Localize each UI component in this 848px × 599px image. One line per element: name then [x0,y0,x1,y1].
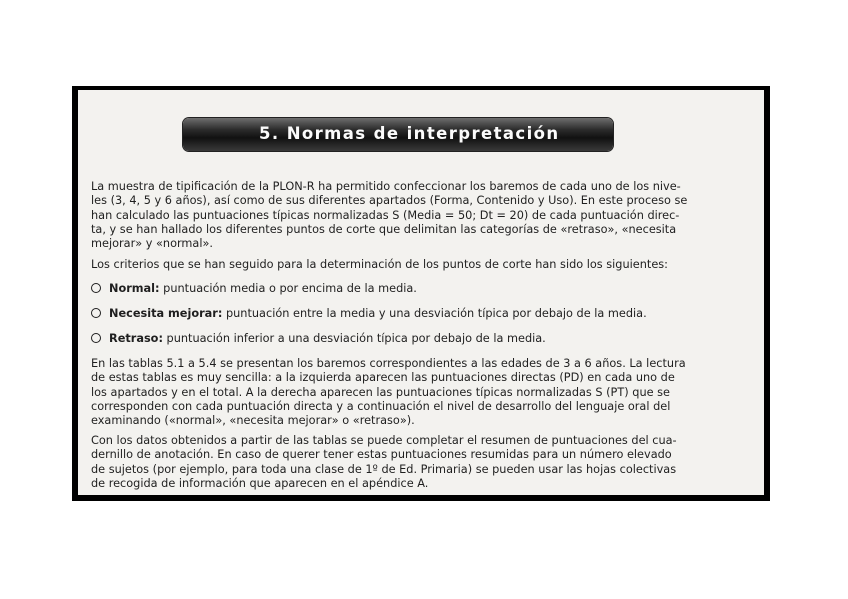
paragraph-line: examinando («normal», «necesita mejorar» o «retraso»). [91,414,415,428]
circle-bullet-icon [91,283,101,293]
paragraph-line: les (3, 4, 5 y 6 años), así como de sus diferentes apartados (Forma, Contenido y Uso). En este proceso se [91,194,688,208]
criterion-necesita-mejorar [91,307,647,320]
criterion-retraso [91,332,546,345]
paragraph-line: Con los datos obtenidos a partir de las tablas se puede completar el resumen de puntuaciones del cua- [91,434,677,447]
section-heading: 5. Normas de interpretación [259,124,560,143]
criterion-text: puntuación entre la media y una desviación típica por debajo de la media. [222,307,647,320]
criterion-term: Retraso: [109,332,163,345]
paragraph-line: mejorar» y «normal». [91,237,213,251]
paragraph-intro [91,180,747,251]
section-heading-banner [183,118,613,151]
paragraph-line: de sujetos (por ejemplo, para toda una clase de 1º de Ed. Primaria) se pueden usar las hojas colectivas [91,462,677,476]
criterion-text: puntuación inferior a una desviación típica por debajo de la media. [162,332,546,345]
circle-bullet-icon [91,333,101,343]
paragraph-line: de recogida de información que aparecen en el apéndice A. [91,476,429,490]
paragraph-criteria-intro [91,258,747,272]
paragraph-line: La muestra de tipificación de la PLON-R ha permitido confeccionar los baremos de cada uno de los nive- [91,180,681,193]
circle-bullet-icon [91,308,101,318]
paragraph-line: han calculado las puntuaciones típicas normalizadas S (Media = 50; Dt = 20) de cada puntuación direc- [91,208,680,222]
paragraph-summary [91,434,747,491]
paragraph-tables [91,357,747,428]
paragraph-line: los apartados y en el total. A la derecha aparecen las puntuaciones típicas normalizadas S (PT) que se [91,385,670,399]
paragraph-line: dernillo de anotación. En caso de querer tener estas puntuaciones resumidas para un número elevado [91,448,672,462]
paragraph-line: ta, y se han hallado los diferentes puntos de corte que delimitan las categorías de «retraso», «necesita [91,222,677,236]
paragraph-line: Los criterios que se han seguido para la determinación de los puntos de corte han sido los siguientes: [91,258,668,271]
criterion-text: puntuación media o por encima de la media. [159,282,417,295]
paragraph-line: corresponden con cada puntuación directa y a continuación el nivel de desarrollo del lenguaje oral del [91,399,671,413]
paragraph-line: de estas tablas es muy sencilla: a la izquierda aparecen las puntuaciones directas (PD) en cada uno de [91,371,675,385]
criterion-term: Necesita mejorar: [109,307,223,320]
criterion-normal [91,282,417,295]
criterion-term: Normal: [109,282,160,295]
paragraph-line: En las tablas 5.1 a 5.4 se presentan los baremos correspondientes a las edades de 3 a 6 años. La lectura [91,357,686,370]
